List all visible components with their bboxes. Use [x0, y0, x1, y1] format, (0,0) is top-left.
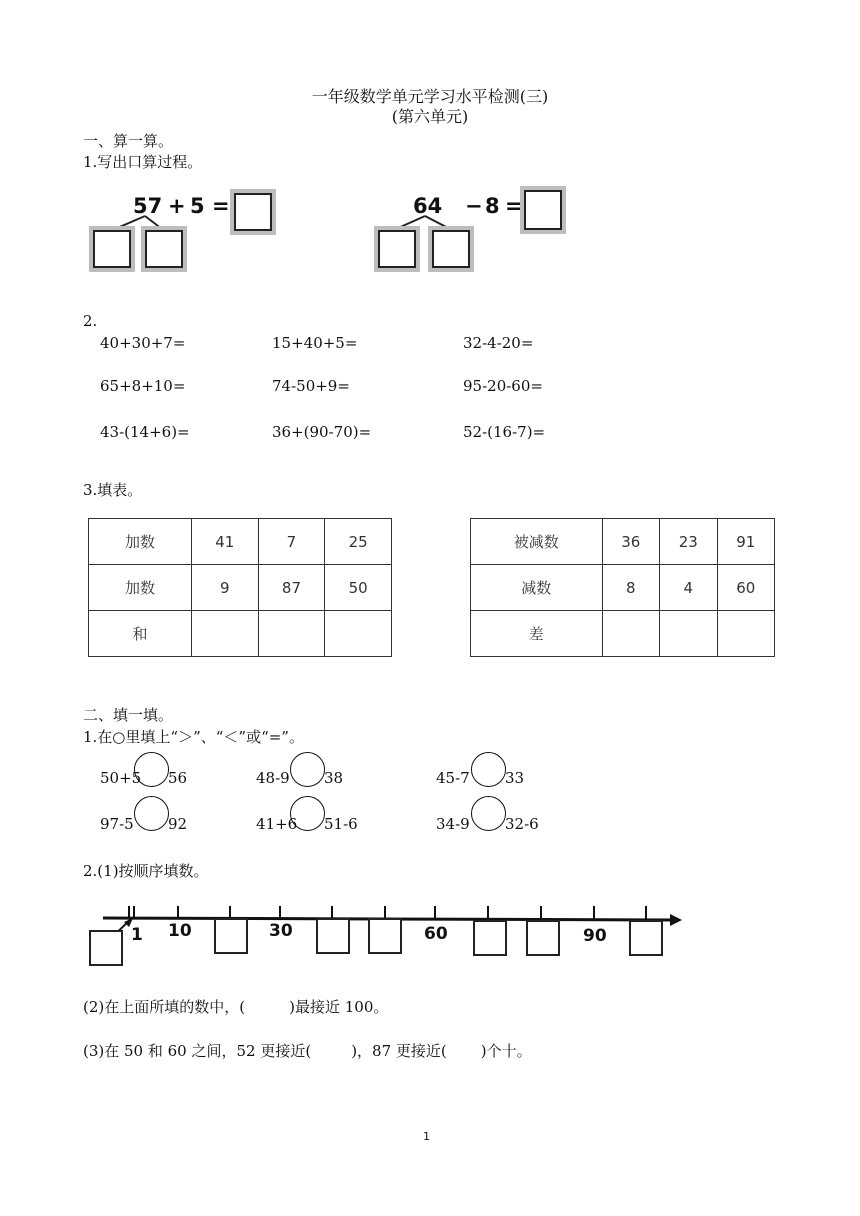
compare-left: 41+6: [256, 815, 298, 833]
table-cell: 7: [258, 519, 325, 565]
q1-label: 1.写出口算过程。: [83, 153, 203, 171]
problem-4: 65+8+10=: [100, 377, 186, 395]
expr-a-operand2: 5: [190, 194, 205, 218]
table-cell: 91: [717, 519, 775, 565]
problem-3: 32-4-20=: [463, 334, 534, 352]
part3-text-1: (3)在 50 和 60 之间，52 更接近(: [83, 1042, 312, 1060]
numberline-box[interactable]: [368, 918, 402, 954]
compare-circle[interactable]: [134, 752, 169, 787]
table-row: [471, 519, 775, 565]
numberline-box[interactable]: [473, 920, 507, 956]
problem-6: 95-20-60=: [463, 377, 543, 395]
compare-left: 34-9: [436, 815, 470, 833]
subtraction-table: [470, 518, 775, 657]
compare-circle[interactable]: [471, 752, 506, 787]
table-cell: 50: [325, 565, 392, 611]
compare-left: 50+5: [100, 769, 142, 787]
answer-box-a[interactable]: [234, 193, 272, 231]
section2-heading: 二、填一填。: [83, 706, 174, 724]
numberline-box[interactable]: [89, 930, 123, 966]
answer-box-b[interactable]: [524, 190, 562, 230]
expr-a-operand1: 57: [133, 194, 163, 218]
addition-table: [88, 518, 392, 657]
expr-b-operand1: 64: [413, 194, 443, 218]
split-box-a2[interactable]: [145, 230, 183, 268]
table-cell: 25: [325, 519, 392, 565]
compare-right: 38: [324, 769, 344, 787]
part3-text-2: )，87 更接近(: [351, 1042, 447, 1060]
table-cell: 8: [602, 565, 659, 611]
table-row: [471, 611, 775, 657]
answer-cell[interactable]: [717, 611, 775, 657]
split-box-a1[interactable]: [93, 230, 131, 268]
expr-a-equals: =: [212, 194, 230, 218]
split-box-b2[interactable]: [432, 230, 470, 268]
table-cell: 加数: [89, 519, 192, 565]
table-cell: 加数: [89, 565, 192, 611]
table-cell: 4: [660, 565, 717, 611]
answer-cell[interactable]: [191, 611, 258, 657]
table-cell: 87: [258, 565, 325, 611]
table-cell: 9: [191, 565, 258, 611]
q2-label: 2.: [83, 312, 98, 330]
compare-left: 45-7: [436, 769, 470, 787]
expr-b-operand2: 8: [485, 194, 500, 218]
table-row: [471, 565, 775, 611]
numberline-box[interactable]: [526, 920, 560, 956]
compare-right: 33: [505, 769, 525, 787]
answer-cell[interactable]: [325, 611, 392, 657]
answer-cell[interactable]: [602, 611, 659, 657]
numberline-label: 10: [168, 921, 192, 941]
numberline-box[interactable]: [214, 918, 248, 954]
answer-cell[interactable]: [660, 611, 717, 657]
compare-circle[interactable]: [471, 796, 506, 831]
compare-right: 32-6: [505, 815, 539, 833]
table-cell: 差: [471, 611, 603, 657]
page-subtitle: (第六单元): [391, 107, 469, 126]
compare-circle[interactable]: [290, 752, 325, 787]
table-row: [89, 519, 392, 565]
page-title: 一年级数学单元学习水平检测(三): [311, 87, 549, 106]
table-cell: 41: [191, 519, 258, 565]
numberline-box[interactable]: [629, 920, 663, 956]
section1-heading: 一、算一算。: [83, 132, 174, 150]
numberline-label: 60: [424, 924, 448, 944]
s2-q1-label: 1.在○里填上“＞”、“＜”或“=”。: [83, 728, 304, 746]
compare-left: 48-9: [256, 769, 290, 787]
table-cell: 60: [717, 565, 775, 611]
expr-b-operator: −: [465, 194, 483, 218]
page-number: 1: [423, 1130, 430, 1143]
part3-text-3: )个十。: [480, 1042, 532, 1060]
problem-2: 15+40+5=: [272, 334, 358, 352]
part2-text-before: (2)在上面所填的数中，(: [83, 998, 246, 1016]
expr-b-equals: =: [505, 194, 523, 218]
problem-9: 52-(16-7)=: [463, 423, 546, 441]
s2-q2-part2: [83, 997, 388, 1017]
compare-left: 97-5: [100, 815, 134, 833]
s2-q2-label: 2.(1)按顺序填数。: [83, 862, 209, 880]
expr-a-operator: +: [168, 194, 186, 218]
table-cell: 36: [602, 519, 659, 565]
table-row: [89, 611, 392, 657]
part2-text-after: )最接近 100。: [289, 998, 389, 1016]
table-cell: 23: [660, 519, 717, 565]
compare-right: 92: [168, 815, 188, 833]
q3-label: 3.填表。: [83, 481, 143, 499]
numberline-label: 90: [583, 926, 607, 946]
compare-circle[interactable]: [134, 796, 169, 831]
numberline-label: 1: [131, 925, 143, 945]
table-row: [89, 565, 392, 611]
compare-right: 56: [168, 769, 188, 787]
problem-1: 40+30+7=: [100, 334, 186, 352]
table-cell: 减数: [471, 565, 603, 611]
compare-circle[interactable]: [290, 796, 325, 831]
compare-right: 51-6: [324, 815, 358, 833]
problem-7: 43-(14+6)=: [100, 423, 190, 441]
split-box-b1[interactable]: [378, 230, 416, 268]
numberline-label: 30: [269, 921, 293, 941]
problem-8: 36+(90-70)=: [272, 423, 372, 441]
numberline-box[interactable]: [316, 918, 350, 954]
answer-cell[interactable]: [258, 611, 325, 657]
table-cell: 和: [89, 611, 192, 657]
problem-5: 74-50+9=: [272, 377, 350, 395]
table-cell: 被减数: [471, 519, 603, 565]
s2-q2-part3: [83, 1041, 532, 1061]
